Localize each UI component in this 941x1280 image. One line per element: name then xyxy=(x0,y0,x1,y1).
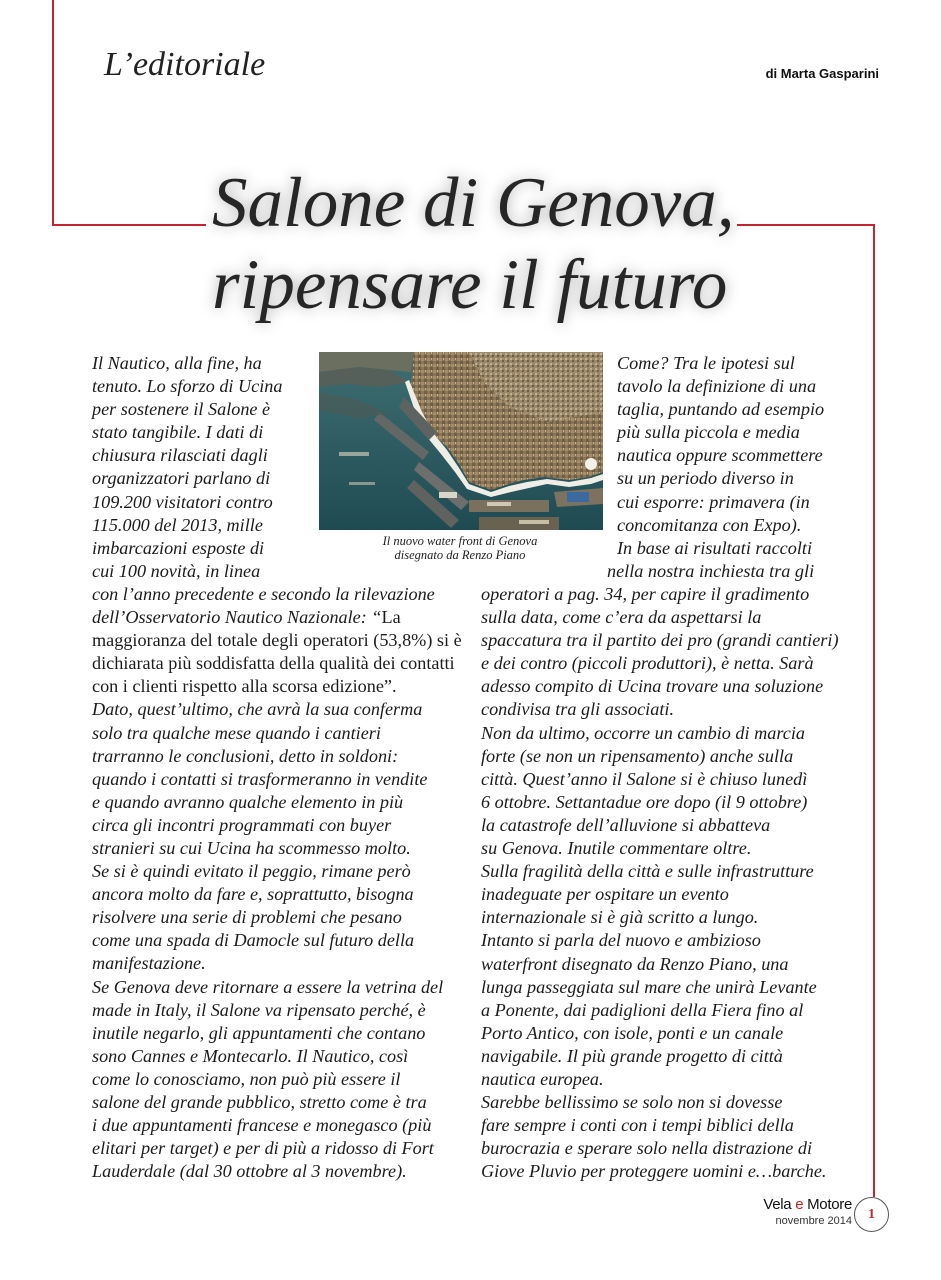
text-line: taglia, puntando ad esempio xyxy=(617,399,825,420)
caption-line-1: Il nuovo water front di Genova xyxy=(382,534,538,548)
text-line: su un periodo diverso in xyxy=(617,468,794,489)
text-line: manifestazione. xyxy=(92,953,206,974)
text-line: i due appuntamenti francese e monegasco (più xyxy=(92,1115,432,1136)
frame-rule-left-horizontal xyxy=(52,224,206,226)
text-line: tavolo la definizione di una xyxy=(617,376,817,397)
text-line: elitari per target) e per di più a ridosso di Fort xyxy=(92,1138,434,1159)
text-line: nella nostra inchiesta tra gli xyxy=(607,560,815,581)
text-line: sulla data, come c’era da aspettarsi la xyxy=(481,607,762,628)
text-line: stato tangibile. I dati di xyxy=(92,422,264,443)
text-line: risolvere una serie di problemi che pesano xyxy=(92,907,402,928)
text-line: e dei contro (piccoli produttori), è netta. Sarà xyxy=(481,653,814,674)
text-line: salone del grande pubblico, stretto come è tra xyxy=(92,1092,427,1112)
section-label: L’editoriale xyxy=(104,46,266,83)
text-line: Sulla fragilità della città e sulle infrastrutture xyxy=(481,861,814,882)
author-byline: di Marta Gasparini xyxy=(765,66,879,81)
text-line: su Genova. Inutile commentare oltre. xyxy=(481,838,752,859)
text-line: concomitanza con Expo). xyxy=(617,514,802,535)
article-column-2-top xyxy=(607,352,825,583)
text-line: inadeguate per ospitare un evento xyxy=(481,884,729,905)
text-line: Sarebbe bellissimo se solo non si dovesse xyxy=(481,1092,783,1113)
headline-line-1: Salone di Genova, xyxy=(212,164,735,242)
text-line: 6 ottobre. Settantadue ore dopo (il 9 ottobre) xyxy=(481,791,808,812)
text-line: e quando avranno qualche elemento in più xyxy=(92,791,404,812)
text-line: solo tra qualche mese quando i cantieri xyxy=(92,722,381,743)
caption-line-2: disegnato da Renzo Piano xyxy=(394,547,526,562)
text-line: Giove Pluvio per proteggere uomini e…barche. xyxy=(481,1161,827,1182)
text-line: tenuto. Lo sforzo di Ucina xyxy=(92,376,283,397)
text-line: sono Cannes e Montecarlo. Il Nautico, così xyxy=(92,1045,409,1066)
text-line xyxy=(92,606,462,629)
text-line: nautica europea. xyxy=(481,1068,604,1089)
text-line: Se Genova deve ritornare a essere la vetrina del xyxy=(92,976,444,997)
brand-part: Motore xyxy=(803,1196,852,1213)
text-line: come una spada di Damocle sul futuro della xyxy=(92,930,415,951)
text-line: circa gli incontri programmati con buyer xyxy=(92,814,392,835)
text-line: lunga passeggiata sul mare che unirà Levante xyxy=(481,976,817,997)
quote-start: La xyxy=(381,607,401,628)
text-line: Lauderdale (dal 30 ottobre al 3 novembre). xyxy=(92,1161,407,1182)
text-line: trarranno le conclusioni, detto in soldoni: xyxy=(92,745,399,766)
text-line: più sulla piccola e media xyxy=(617,422,800,443)
text-line: Non da ultimo, occorre un cambio di marcia xyxy=(481,722,805,743)
text-line: In base ai risultati raccolti xyxy=(617,537,813,558)
quote-line: maggioranza del totale degli operatori (53,8%) si è xyxy=(92,630,462,651)
text-line: forte (se non un ripensamento) anche sulla xyxy=(481,745,794,766)
text-line: internazionale si è già scritto a lungo. xyxy=(481,907,759,928)
text-line: organizzatori parlano di xyxy=(92,468,271,489)
article-headline xyxy=(212,162,772,326)
text-line: a Ponente, dai padiglioni della Fiera fino al xyxy=(481,999,804,1020)
text-line: 109.200 visitatori contro xyxy=(92,491,273,512)
magazine-brand xyxy=(760,1196,852,1213)
text-line: con l’anno precedente e secondo la rilevazione xyxy=(92,583,435,604)
text-line: per sostenere il Salone è xyxy=(92,399,271,420)
text-line: Come? Tra le ipotesi sul xyxy=(617,353,795,373)
brand-part: Vela xyxy=(763,1196,796,1213)
brand-part: e xyxy=(795,1196,804,1213)
text-line: come lo conosciamo, non può più essere il xyxy=(92,1068,401,1089)
text-line: la catastrofe dell’alluvione si abbatteva xyxy=(481,814,771,835)
text-segment: dell’Osservatorio Nautico Nazionale: “ xyxy=(92,607,382,628)
text-line: Intanto si parla del nuovo e ambizioso xyxy=(481,930,761,951)
text-line: cui esporre: primavera (in xyxy=(617,491,810,512)
headline-line-2: ripensare il futuro xyxy=(212,246,728,324)
text-line: condivisa tra gli associati. xyxy=(481,699,674,720)
text-line: stranieri su cui Ucina ha scommesso molto. xyxy=(92,837,411,858)
text-line: operatori a pag. 34, per capire il gradimento xyxy=(481,584,810,604)
text-line: inutile negarlo, gli appuntamenti che contano xyxy=(92,1022,426,1043)
text-line: città. Quest’anno il Salone si è chiuso lunedì xyxy=(481,768,808,789)
text-line: chiusura rilasciati dagli xyxy=(92,445,268,466)
text-line: navigabile. Il più grande progetto di città xyxy=(481,1045,783,1066)
text-line: waterfront disegnato da Renzo Piano, una xyxy=(481,953,789,974)
text-line: nautica oppure scommettere xyxy=(617,445,823,466)
text-line: made in Italy, il Salone va ripensato perché, è xyxy=(92,999,426,1020)
text-line: Dato, quest’ultimo, che avrà la sua conferma xyxy=(92,699,423,720)
text-line: 115.000 del 2013, mille xyxy=(92,514,263,535)
text-line: burocrazia e sperare solo nella distrazione di xyxy=(481,1138,813,1159)
frame-rule-left-vertical xyxy=(52,0,54,226)
text-line: spaccatura tra il partito dei pro (grandi cantieri) xyxy=(481,630,839,651)
frame-rule-right-vertical xyxy=(873,224,875,1197)
text-line: adesso compito di Ucina trovare una soluzione xyxy=(481,676,824,697)
quote-line: dichiarata più soddisfatta della qualità dei contatti xyxy=(92,653,455,674)
issue-date: novembre 2014 xyxy=(775,1215,852,1227)
text-line: imbarcazioni esposte di xyxy=(92,537,265,558)
text-line: Se si è quindi evitato il peggio, rimane però xyxy=(92,861,411,882)
text-line: Il Nautico, alla fine, ha xyxy=(92,353,262,373)
text-line: cui 100 novità, in linea xyxy=(92,560,261,581)
quote-line: con i clienti rispetto alla scorsa edizione”. xyxy=(92,676,397,697)
text-line: quando i contatti si trasformeranno in vendite xyxy=(92,768,428,789)
text-line: fare sempre i conti con i tempi biblici della xyxy=(481,1115,794,1136)
article-column-2 xyxy=(481,583,839,1183)
page-number: 1 xyxy=(854,1197,889,1232)
text-line: ancora molto da fare e, soprattutto, bisogna xyxy=(92,884,414,905)
article-column-1 xyxy=(92,352,462,1183)
text-line: Porto Antico, con isole, ponti e un canale xyxy=(481,1022,784,1043)
